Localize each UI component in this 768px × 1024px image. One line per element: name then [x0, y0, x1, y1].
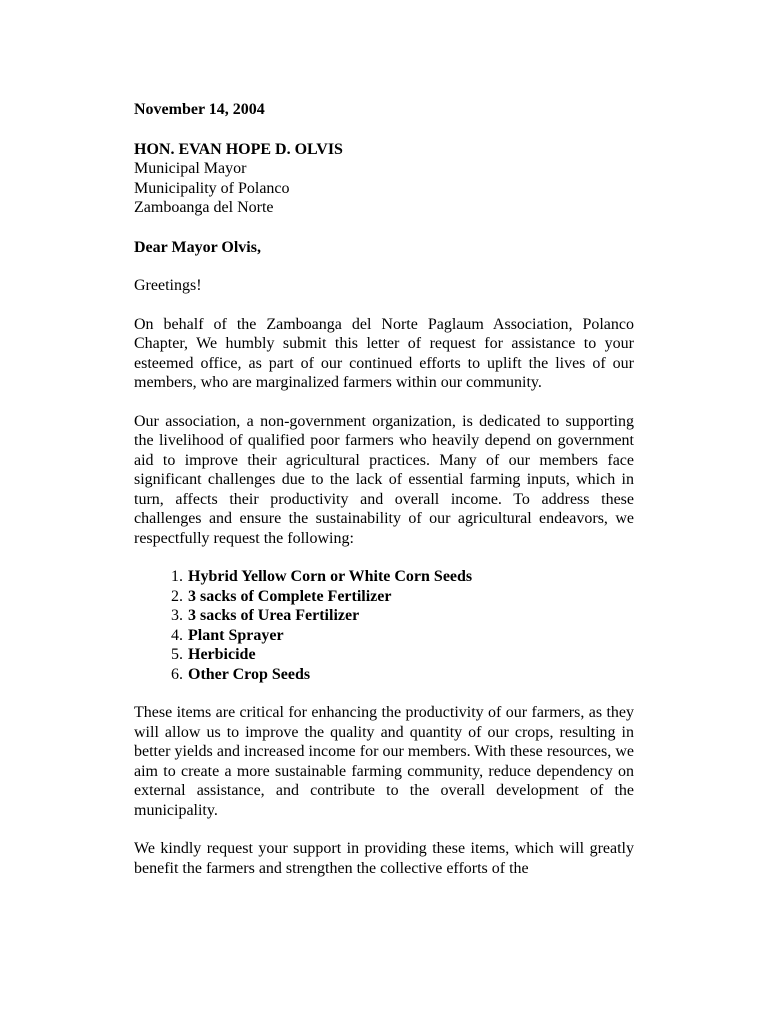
request-item: 1. Hybrid Yellow Corn or White Corn Seeds — [187, 567, 634, 587]
request-list — [134, 567, 634, 684]
addressee-title: Municipal Mayor — [134, 160, 247, 177]
request-item: 4. Plant Sprayer — [187, 626, 634, 646]
request-item: 5. Herbicide — [187, 645, 634, 665]
paragraph-request: Our association, a non-government organization, is dedicated to supporting the livelihood of qualified poor farmers who heavily depend on government aid to improve their agricultural practices. Many of our members face significant challenges due to the lack of essential farming inputs, which in turn, affects their productivity and overall income. To address these challenges and ensure the sustainability of our agricultural endeavors, we respectfully request the following: — [134, 412, 634, 547]
addressee-block — [134, 140, 634, 218]
paragraph-intro: On behalf of the Zamboanga del Norte Paglaum Association, Polanco Chapter, We humbly submit this letter of request for assistance to your esteemed office, as part of our continued efforts to uplift the lives of our members, who are marginalized farmers within our community. — [134, 315, 634, 391]
request-item: 6. Other Crop Seeds — [187, 665, 634, 685]
letter-page — [134, 100, 634, 878]
request-item: 2. 3 sacks of Complete Fertilizer — [187, 587, 634, 607]
paragraph-closing: We kindly request your support in providing these items, which will greatly benefit the farmers and strengthen the collective efforts of the — [134, 840, 634, 877]
request-item: 3. 3 sacks of Urea Fertilizer — [187, 606, 634, 626]
letter-date: November 14, 2004 — [134, 101, 265, 118]
greeting: Greetings! — [134, 277, 202, 294]
addressee-municipality: Municipality of Polanco — [134, 179, 290, 197]
paragraph-benefits: These items are critical for enhancing the productivity of our farmers, as they will allow us to improve the quality and quantity of our crops, resulting in better yields and increased income for our members. With these resources, we aim to create a more sustainable farming community, reduce dependency on external assistance, and contribute to the overall development of the municipality. — [134, 704, 634, 819]
addressee-name: HON. EVAN HOPE D. OLVIS — [134, 140, 343, 158]
salutation: Dear Mayor Olvis, — [134, 238, 261, 256]
addressee-province: Zamboanga del Norte — [134, 199, 274, 216]
